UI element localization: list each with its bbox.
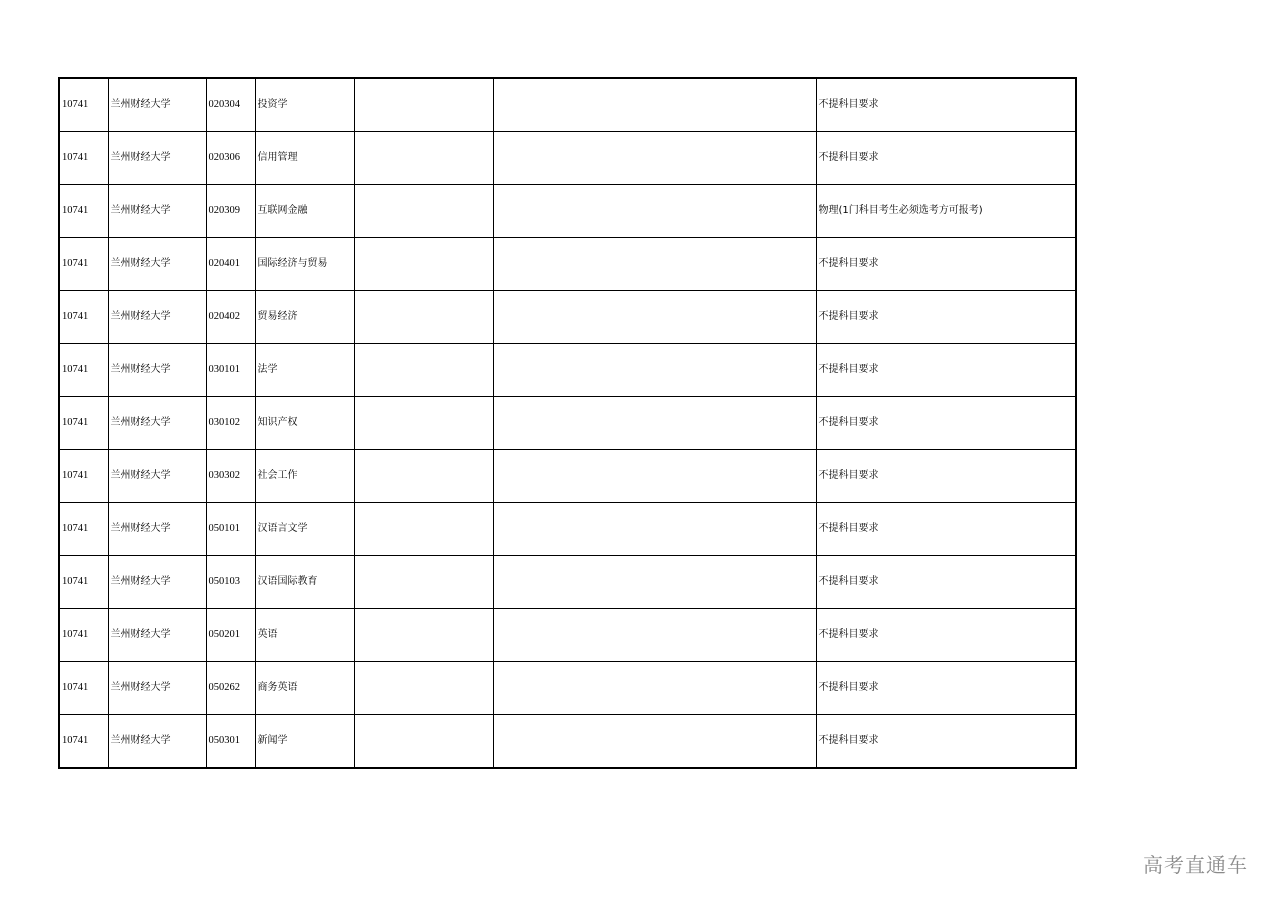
table-row — [59, 503, 1076, 556]
empty-cell — [493, 662, 816, 715]
major-name-cell: 商务英语 — [255, 662, 354, 715]
subject-requirement-cell: 不提科目要求 — [816, 450, 1076, 503]
major-name-cell: 国际经济与贸易 — [255, 238, 354, 291]
school-code-cell: 10741 — [59, 715, 108, 769]
empty-cell — [354, 185, 493, 238]
school-name-cell: 兰州财经大学 — [108, 132, 206, 185]
school-code-cell: 10741 — [59, 238, 108, 291]
admission-requirements-table — [58, 77, 1077, 769]
major-code-cell: 020304 — [206, 78, 255, 132]
school-name-cell: 兰州财经大学 — [108, 344, 206, 397]
subject-requirement-cell: 不提科目要求 — [816, 344, 1076, 397]
school-code-cell: 10741 — [59, 291, 108, 344]
empty-cell — [354, 662, 493, 715]
empty-cell — [493, 238, 816, 291]
school-code-cell: 10741 — [59, 662, 108, 715]
major-code-cell: 030102 — [206, 397, 255, 450]
empty-cell — [493, 344, 816, 397]
major-code-cell: 020402 — [206, 291, 255, 344]
subject-requirement-cell: 不提科目要求 — [816, 556, 1076, 609]
school-code-cell: 10741 — [59, 450, 108, 503]
major-name-cell: 新闻学 — [255, 715, 354, 769]
table-row — [59, 344, 1076, 397]
major-code-cell: 050101 — [206, 503, 255, 556]
empty-cell — [354, 715, 493, 769]
major-code-cell: 050301 — [206, 715, 255, 769]
table-row — [59, 662, 1076, 715]
subject-requirement-cell: 不提科目要求 — [816, 609, 1076, 662]
table-body — [59, 78, 1076, 768]
table-row — [59, 609, 1076, 662]
empty-cell — [493, 556, 816, 609]
major-code-cell: 050201 — [206, 609, 255, 662]
empty-cell — [354, 132, 493, 185]
major-name-cell: 汉语国际教育 — [255, 556, 354, 609]
empty-cell — [354, 503, 493, 556]
school-name-cell: 兰州财经大学 — [108, 503, 206, 556]
table-row — [59, 715, 1076, 769]
major-code-cell: 030101 — [206, 344, 255, 397]
subject-requirement-cell: 不提科目要求 — [816, 238, 1076, 291]
major-name-cell: 法学 — [255, 344, 354, 397]
empty-cell — [354, 450, 493, 503]
empty-cell — [354, 78, 493, 132]
subject-requirement-cell: 不提科目要求 — [816, 397, 1076, 450]
empty-cell — [354, 609, 493, 662]
empty-cell — [354, 238, 493, 291]
table-row — [59, 78, 1076, 132]
school-name-cell: 兰州财经大学 — [108, 238, 206, 291]
school-code-cell: 10741 — [59, 344, 108, 397]
major-name-cell: 社会工作 — [255, 450, 354, 503]
empty-cell — [493, 715, 816, 769]
school-code-cell: 10741 — [59, 132, 108, 185]
major-code-cell: 020401 — [206, 238, 255, 291]
school-name-cell: 兰州财经大学 — [108, 715, 206, 769]
empty-cell — [493, 503, 816, 556]
school-code-cell: 10741 — [59, 503, 108, 556]
table-row — [59, 556, 1076, 609]
school-name-cell: 兰州财经大学 — [108, 556, 206, 609]
empty-cell — [493, 185, 816, 238]
subject-requirement-cell: 不提科目要求 — [816, 78, 1076, 132]
empty-cell — [493, 132, 816, 185]
major-name-cell: 信用管理 — [255, 132, 354, 185]
school-name-cell: 兰州财经大学 — [108, 291, 206, 344]
empty-cell — [354, 291, 493, 344]
school-code-cell: 10741 — [59, 556, 108, 609]
table-row — [59, 185, 1076, 238]
table-row — [59, 397, 1076, 450]
table-row — [59, 132, 1076, 185]
school-code-cell: 10741 — [59, 397, 108, 450]
table-row — [59, 291, 1076, 344]
major-code-cell: 050262 — [206, 662, 255, 715]
school-name-cell: 兰州财经大学 — [108, 185, 206, 238]
empty-cell — [493, 78, 816, 132]
major-code-cell: 030302 — [206, 450, 255, 503]
school-name-cell: 兰州财经大学 — [108, 78, 206, 132]
empty-cell — [493, 291, 816, 344]
subject-requirement-cell: 不提科目要求 — [816, 662, 1076, 715]
school-name-cell: 兰州财经大学 — [108, 662, 206, 715]
major-code-cell: 020309 — [206, 185, 255, 238]
empty-cell — [354, 344, 493, 397]
major-code-cell: 050103 — [206, 556, 255, 609]
subject-requirement-cell: 不提科目要求 — [816, 503, 1076, 556]
table-row — [59, 238, 1076, 291]
major-name-cell: 汉语言文学 — [255, 503, 354, 556]
major-name-cell: 投资学 — [255, 78, 354, 132]
subject-requirement-cell: 物理(1门科目考生必须选考方可报考) — [816, 185, 1076, 238]
empty-cell — [354, 397, 493, 450]
empty-cell — [493, 609, 816, 662]
school-code-cell: 10741 — [59, 609, 108, 662]
subject-requirement-cell: 不提科目要求 — [816, 715, 1076, 769]
empty-cell — [493, 450, 816, 503]
school-code-cell: 10741 — [59, 185, 108, 238]
school-name-cell: 兰州财经大学 — [108, 450, 206, 503]
empty-cell — [493, 397, 816, 450]
major-name-cell: 知识产权 — [255, 397, 354, 450]
major-name-cell: 互联网金融 — [255, 185, 354, 238]
watermark-text: 高考直通车 — [1143, 853, 1248, 877]
school-name-cell: 兰州财经大学 — [108, 609, 206, 662]
major-code-cell: 020306 — [206, 132, 255, 185]
subject-requirement-cell: 不提科目要求 — [816, 291, 1076, 344]
empty-cell — [354, 556, 493, 609]
major-name-cell: 英语 — [255, 609, 354, 662]
table-row — [59, 450, 1076, 503]
subject-requirement-cell: 不提科目要求 — [816, 132, 1076, 185]
school-code-cell: 10741 — [59, 78, 108, 132]
school-name-cell: 兰州财经大学 — [108, 397, 206, 450]
major-name-cell: 贸易经济 — [255, 291, 354, 344]
